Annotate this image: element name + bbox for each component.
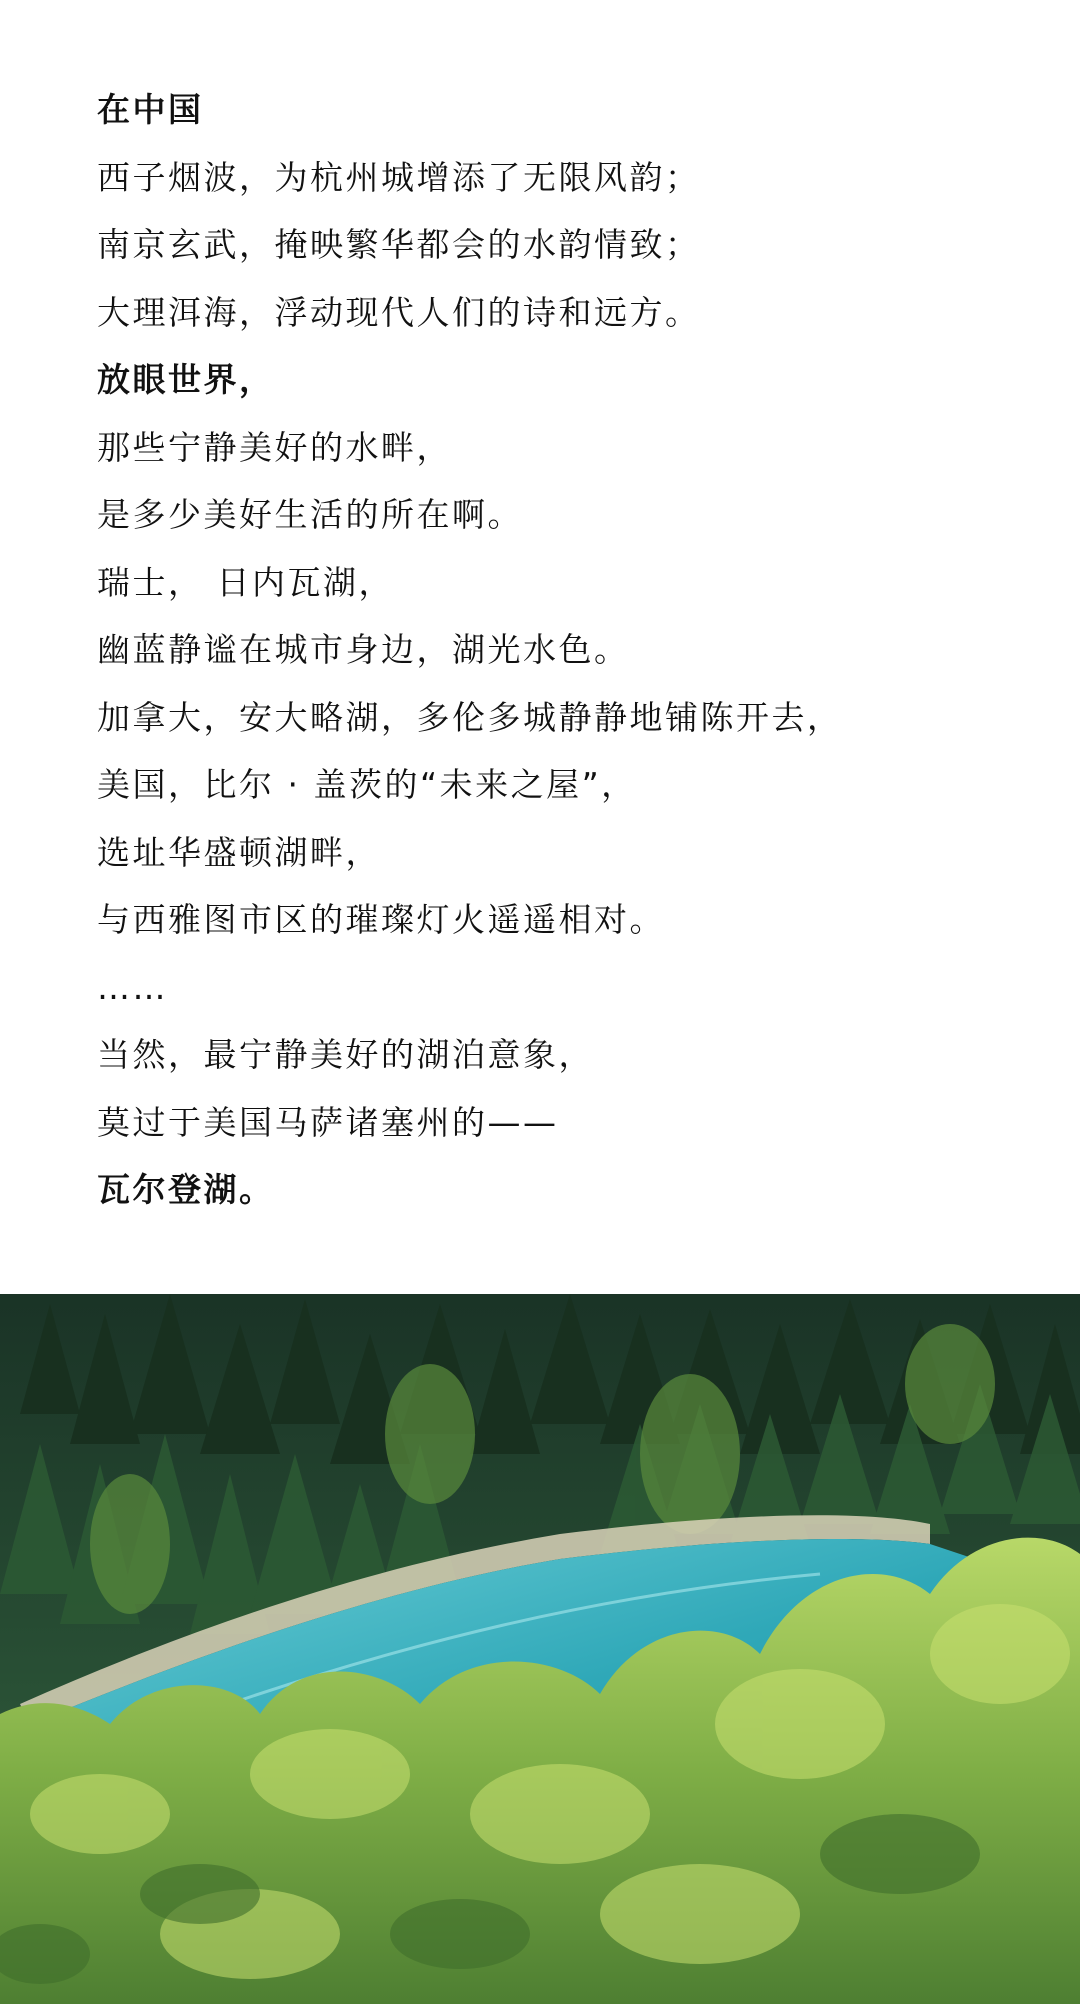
text-line: 幽蓝静谧在城市身边，湖光水色。 (97, 630, 630, 669)
text-line: 是多少美好生活的所在啊。 (97, 495, 523, 534)
text-line: 与西雅图市区的璀璨灯火遥遥相对。 (97, 900, 665, 939)
text-line: 选址华盛顿湖畔， (97, 832, 381, 872)
lake-forest-illustration (0, 1294, 1080, 2004)
text-line: 那些宁静美好的水畔， (97, 427, 452, 467)
heading-in-china: 在中国 (97, 90, 204, 129)
text-line: 大理洱海，浮动现代人们的诗和远方。 (97, 292, 701, 332)
text-line: 瑞士， 日内瓦湖， (97, 562, 394, 602)
ellipsis-line: …… (97, 967, 168, 1007)
text-line: 南京玄武，掩映繁华都会的水韵情致； (97, 225, 701, 264)
heading-walden-pond: 瓦尔登湖。 (97, 1170, 275, 1209)
lake-forest-photo (0, 1294, 1080, 2004)
text-line: 当然，最宁静美好的湖泊意象， (97, 1035, 594, 1074)
text-line: 西子烟波，为杭州城增添了无限风韵； (97, 157, 701, 197)
text-line: 加拿大，安大略湖，多伦多城静静地铺陈开去， (97, 697, 843, 737)
article-text (97, 76, 1057, 1224)
text-line: 莫过于美国马萨诸塞州的—— (97, 1102, 559, 1142)
text-line: 美国，比尔 · 盖茨的“未来之屋”， (97, 765, 637, 804)
heading-world: 放眼世界， (97, 360, 275, 399)
